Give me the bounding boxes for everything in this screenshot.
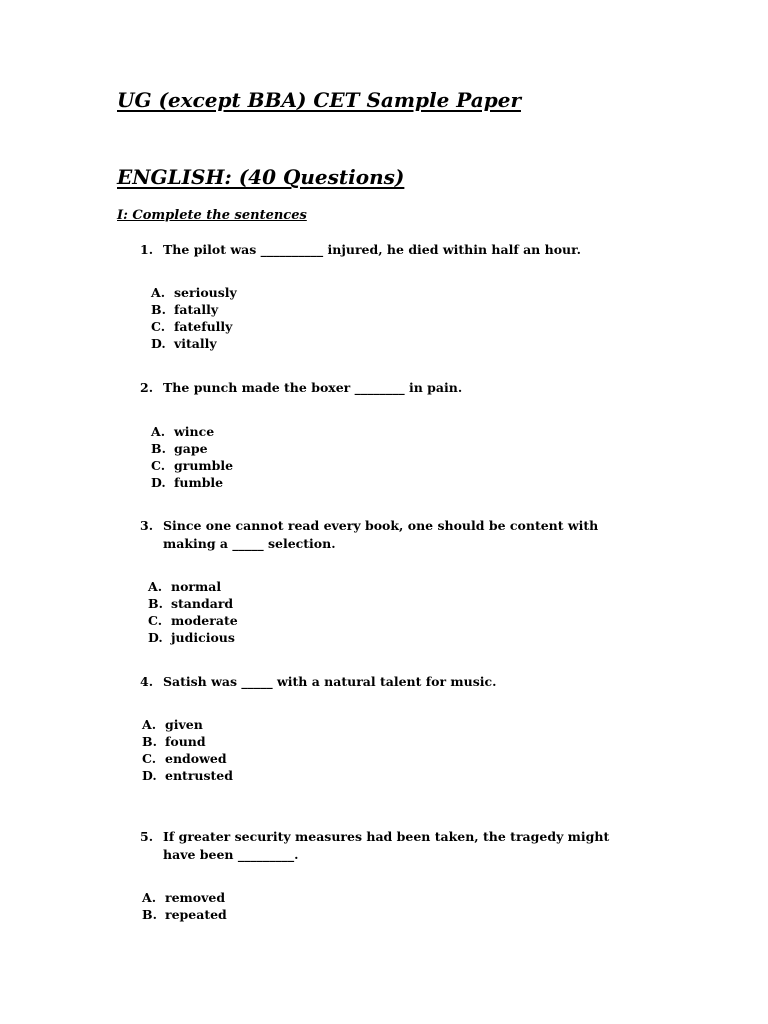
option-letter: D. [151,475,166,490]
option-letter: A. [151,285,166,300]
question-number: 2. [140,380,154,395]
option-letter: C. [142,751,157,766]
option-text: normal [171,579,222,594]
option-text: removed [165,890,226,905]
option-text: vitally [174,336,217,351]
option-letter: B. [151,302,166,317]
option-letter: A. [151,424,166,439]
option-letter: B. [148,596,163,611]
section-title: ENGLISH: (40 Questions) [117,165,405,189]
option-letter: A. [142,717,157,732]
subsection-title: I: Complete the sentences [117,208,307,223]
option-letter: D. [151,336,166,351]
option-text: judicious [171,630,235,645]
question-text: The punch made the boxer ________ in pain. [163,380,463,395]
option-letter: C. [148,613,163,628]
option-letter: D. [148,630,163,645]
question-text: If greater security measures had been taken, the tragedy might have been _________. [163,829,610,862]
page-title: UG (except BBA) CET Sample Paper [117,88,521,112]
option-text: repeated [165,907,227,922]
question-text: The pilot was __________ injured, he died within half an hour. [163,242,581,257]
question-number: 1. [140,242,154,257]
question-number: 4. [140,674,154,689]
question-number: 3. [140,518,154,533]
option-text: endowed [165,751,227,766]
option-letter: D. [142,768,157,783]
option-text: grumble [174,458,234,473]
question-number: 5. [140,829,154,844]
question-text: Satish was _____ with a natural talent for music. [163,674,497,689]
option-text: fatally [174,302,219,317]
option-text: found [165,734,206,749]
question-text: Since one cannot read every book, one should be content with making a _____ selection. [163,518,599,551]
option-letter: B. [142,907,157,922]
option-letter: B. [142,734,157,749]
option-text: entrusted [165,768,233,783]
option-letter: B. [151,441,166,456]
option-text: fatefully [174,319,233,334]
option-letter: C. [151,458,166,473]
option-text: fumble [174,475,224,490]
option-text: wince [174,424,215,439]
option-text: gape [174,441,208,456]
option-letter: C. [151,319,166,334]
option-letter: A. [148,579,163,594]
option-letter: A. [142,890,157,905]
option-text: moderate [171,613,238,628]
option-text: seriously [174,285,237,300]
option-text: given [165,717,203,732]
option-text: standard [171,596,234,611]
